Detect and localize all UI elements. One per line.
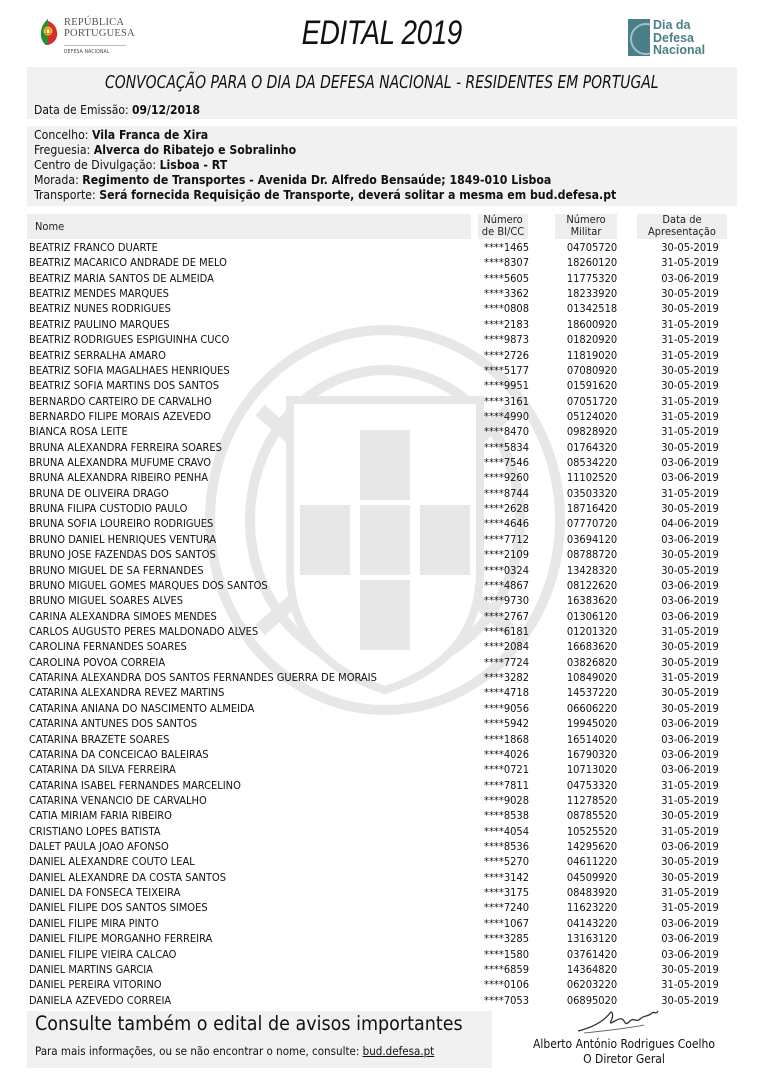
data-apresentacao-cell: 03-06-2019 xyxy=(661,609,719,623)
numero-militar-cell: 08788720 xyxy=(566,548,618,562)
table-row xyxy=(27,378,737,393)
bi-cc-cell: ****3362 xyxy=(484,287,529,301)
name-cell: BEATRIZ PAULINO MARQUES xyxy=(29,317,170,331)
name-cell: BRUNO MIGUEL GOMES MARQUES DOS SANTOS xyxy=(29,578,268,592)
table-row xyxy=(27,363,737,378)
table-row xyxy=(27,593,737,608)
table-row xyxy=(27,931,737,946)
table-row xyxy=(27,839,737,854)
table-row xyxy=(27,609,737,624)
dia-da-defesa-nacional-text: Dia da Defesa Nacional xyxy=(653,18,706,57)
data-apresentacao-cell: 31-05-2019 xyxy=(661,486,719,500)
data-apresentacao-cell: 30-05-2019 xyxy=(661,655,719,669)
numero-militar-cell: 13163120 xyxy=(566,932,618,946)
data-apresentacao-cell: 31-05-2019 xyxy=(661,317,719,331)
morada-value: Regimento de Transportes - Avenida Dr. Alfredo Bensaúde; 1849-010 Lisboa xyxy=(82,173,552,187)
numero-militar-cell: 04509920 xyxy=(566,870,618,884)
numero-militar-cell: 08483920 xyxy=(566,886,618,900)
name-cell: CATARINA BRAZETE SOARES xyxy=(29,732,170,746)
name-cell: CATARINA DA SILVA FERREIRA xyxy=(29,763,176,777)
numero-militar-cell: 01764320 xyxy=(566,440,618,454)
name-cell: CATARINA ALEXANDRA REVEZ MARTINS xyxy=(29,686,225,700)
data-apresentacao-cell: 31-05-2019 xyxy=(661,793,719,807)
table-row xyxy=(27,701,737,716)
numero-militar-cell: 01820920 xyxy=(566,333,618,347)
bud-defesa-link[interactable]: bud.defesa.pt xyxy=(362,1044,435,1058)
table-row xyxy=(27,870,737,885)
numero-militar-cell: 14537220 xyxy=(566,686,618,700)
name-cell: CATARINA DA CONCEICAO BALEIRAS xyxy=(29,747,209,761)
bi-cc-cell: ****7546 xyxy=(484,456,529,470)
bi-cc-cell: ****2183 xyxy=(484,317,529,331)
data-apresentacao-cell: 30-05-2019 xyxy=(661,701,719,715)
name-cell: BRUNO MIGUEL DE SA FERNANDES xyxy=(29,563,204,577)
name-cell: CATIA MIRIAM FARIA RIBEIRO xyxy=(29,809,172,823)
table-row xyxy=(27,670,737,685)
data-apresentacao-cell: 03-06-2019 xyxy=(661,932,719,946)
data-apresentacao-cell: 31-05-2019 xyxy=(661,333,719,347)
emission-date-label: Data de Emissão: xyxy=(34,103,129,117)
table-row xyxy=(27,255,737,270)
table-row xyxy=(27,394,737,409)
table-row xyxy=(27,516,737,531)
name-cell: BERNARDO CARTEIRO DE CARVALHO xyxy=(29,394,212,408)
data-apresentacao-cell: 31-05-2019 xyxy=(661,409,719,423)
table-row xyxy=(27,501,737,516)
numero-militar-cell: 03761420 xyxy=(566,947,618,961)
document-subtitle: CONVOCAÇÃO PARA O DIA DA DEFESA NACIONAL - RESIDENTES EM PORTUGAL xyxy=(105,72,659,93)
name-cell: BEATRIZ MARIA SANTOS DE ALMEIDA xyxy=(29,271,214,285)
data-apresentacao-cell: 30-05-2019 xyxy=(661,870,719,884)
name-cell: BRUNA ALEXANDRA FERREIRA SOARES xyxy=(29,440,222,454)
bi-cc-cell: ****2628 xyxy=(484,502,529,516)
emission-date-line xyxy=(34,103,200,117)
name-cell: BEATRIZ MENDES MARQUES xyxy=(29,287,169,301)
data-apresentacao-cell: 03-06-2019 xyxy=(661,532,719,546)
data-apresentacao-cell: 30-05-2019 xyxy=(661,993,719,1007)
data-apresentacao-cell: 03-06-2019 xyxy=(661,578,719,592)
name-cell: CATARINA ISABEL FERNANDES MARCELINO xyxy=(29,778,241,792)
bi-cc-cell: ****1067 xyxy=(484,916,529,930)
bi-cc-cell: ****0808 xyxy=(484,302,529,316)
bi-cc-cell: ****5605 xyxy=(484,271,529,285)
table-row xyxy=(27,747,737,762)
numero-militar-cell: 01591620 xyxy=(566,379,618,393)
data-apresentacao-cell: 30-05-2019 xyxy=(661,241,719,254)
table-row xyxy=(27,317,737,332)
table-row xyxy=(27,977,737,992)
data-apresentacao-cell: 31-05-2019 xyxy=(661,624,719,638)
bi-cc-cell: ****4990 xyxy=(484,409,529,423)
numero-militar-cell: 04753320 xyxy=(566,778,618,792)
bi-cc-cell: ****2109 xyxy=(484,548,529,562)
bi-cc-cell: ****1580 xyxy=(484,947,529,961)
data-apresentacao-cell: 30-05-2019 xyxy=(661,548,719,562)
concelho-value: Vila Franca de Xira xyxy=(91,128,209,142)
bi-cc-cell: ****4054 xyxy=(484,824,529,838)
bi-cc-cell: ****8470 xyxy=(484,425,529,439)
name-cell: BRUNA ALEXANDRA RIBEIRO PENHA xyxy=(29,471,209,485)
table-row xyxy=(27,962,737,977)
table-row xyxy=(27,947,737,962)
table-row xyxy=(27,424,737,439)
data-apresentacao-cell: 30-05-2019 xyxy=(661,502,719,516)
data-apresentacao-cell: 03-06-2019 xyxy=(661,840,719,854)
data-apresentacao-cell: 03-06-2019 xyxy=(661,916,719,930)
name-cell: BEATRIZ FRANCO DUARTE xyxy=(29,241,158,254)
data-apresentacao-cell: 04-06-2019 xyxy=(661,517,719,531)
name-cell: BRUNO MIGUEL SOARES ALVES xyxy=(29,594,184,608)
data-apresentacao-cell: 30-05-2019 xyxy=(661,563,719,577)
bi-cc-cell: ****3142 xyxy=(484,870,529,884)
data-apresentacao-cell: 30-05-2019 xyxy=(661,640,719,654)
bi-cc-cell: ****9260 xyxy=(484,471,529,485)
numero-militar-cell: 05124020 xyxy=(566,409,618,423)
table-row xyxy=(27,532,737,547)
numero-militar-cell: 04143220 xyxy=(566,916,618,930)
bi-cc-cell: ****5270 xyxy=(484,855,529,869)
freguesia-line: Freguesia: Alverca do Ribatejo e Sobralinho xyxy=(34,143,297,157)
table-row xyxy=(27,470,737,485)
bi-cc-cell: ****2084 xyxy=(484,640,529,654)
numero-militar-cell: 08785520 xyxy=(566,809,618,823)
bi-cc-cell: ****9873 xyxy=(484,333,529,347)
data-apresentacao-cell: 03-06-2019 xyxy=(661,763,719,777)
table-row xyxy=(27,409,737,424)
table-row xyxy=(27,655,737,670)
data-apresentacao-cell: 03-06-2019 xyxy=(661,732,719,746)
centro-divulgacao-line: Centro de Divulgação: Lisboa - RT xyxy=(34,158,228,172)
location-info-panel xyxy=(27,126,737,206)
numero-militar-cell: 14295620 xyxy=(566,840,618,854)
bi-cc-cell: ****8536 xyxy=(484,840,529,854)
name-cell: BEATRIZ SOFIA MAGALHAES HENRIQUES xyxy=(29,363,230,377)
numero-militar-cell: 03826820 xyxy=(566,655,618,669)
bi-cc-cell: ****7053 xyxy=(484,993,529,1007)
numero-militar-cell: 09828920 xyxy=(566,425,618,439)
name-cell: DANIEL DA FONSECA TEIXEIRA xyxy=(29,886,181,900)
bi-cc-cell: ****9730 xyxy=(484,594,529,608)
table-row xyxy=(27,348,737,363)
bi-cc-cell: ****3285 xyxy=(484,932,529,946)
numero-militar-cell: 19945020 xyxy=(566,717,618,731)
bi-cc-cell: ****7240 xyxy=(484,901,529,915)
numero-militar-cell: 07080920 xyxy=(566,363,618,377)
bi-cc-cell: ****1465 xyxy=(484,241,529,254)
name-cell: DANIELA AZEVEDO CORREIA xyxy=(29,993,172,1007)
name-cell: CAROLINA POVOA CORREIA xyxy=(29,655,166,669)
table-row xyxy=(27,639,737,654)
table-row xyxy=(27,993,737,1008)
column-header-numero-militar: Número Militar xyxy=(555,214,617,239)
numero-militar-cell: 08122620 xyxy=(566,578,618,592)
bi-cc-cell: ****5942 xyxy=(484,717,529,731)
name-cell: BRUNA DE OLIVEIRA DRAGO xyxy=(29,486,169,500)
data-apresentacao-cell: 31-05-2019 xyxy=(661,256,719,270)
bi-cc-cell: ****6181 xyxy=(484,624,529,638)
footer-panel xyxy=(27,1011,492,1068)
name-cell: CATARINA VENANCIO DE CARVALHO xyxy=(29,793,207,807)
data-apresentacao-cell: 03-06-2019 xyxy=(661,747,719,761)
page-title: EDITAL 2019 xyxy=(301,14,462,52)
bi-cc-cell: ****0721 xyxy=(484,763,529,777)
name-cell: DANIEL ALEXANDRE COUTO LEAL xyxy=(29,855,195,869)
table-row xyxy=(27,440,737,455)
name-cell: BEATRIZ SOFIA MARTINS DOS SANTOS xyxy=(29,379,220,393)
name-cell: BRUNO JOSE FAZENDAS DOS SANTOS xyxy=(29,548,216,562)
name-cell: DANIEL PEREIRA VITORINO xyxy=(29,978,162,992)
table-row xyxy=(27,455,737,470)
name-cell: BIANCA ROSA LEITE xyxy=(29,425,128,439)
bi-cc-cell: ****7811 xyxy=(484,778,529,792)
data-apresentacao-cell: 30-05-2019 xyxy=(661,379,719,393)
concelho-line: Concelho: Vila Franca de Xira xyxy=(34,128,209,142)
table-row xyxy=(27,762,737,777)
data-apresentacao-cell: 30-05-2019 xyxy=(661,855,719,869)
numero-militar-cell: 10713020 xyxy=(566,763,618,777)
table-row xyxy=(27,271,737,286)
heading-panel xyxy=(27,67,737,119)
numero-militar-cell: 06203220 xyxy=(566,978,618,992)
name-cell: BRUNA SOFIA LOUREIRO RODRIGUES xyxy=(29,517,214,531)
data-apresentacao-cell: 31-05-2019 xyxy=(661,394,719,408)
name-cell: DANIEL FILIPE DOS SANTOS SIMOES xyxy=(29,901,208,915)
bi-cc-cell: ****7712 xyxy=(484,532,529,546)
republica-portuguesa-text: REPÚBLICA PORTUGUESA xyxy=(64,17,135,39)
table-row xyxy=(27,624,737,639)
numero-militar-cell: 11102520 xyxy=(566,471,618,485)
numero-militar-cell: 04611220 xyxy=(566,855,618,869)
transporte-line: Transporte: Será fornecida Requisição de Transporte, deverá solitar a mesma em bud.defesa.pt xyxy=(34,188,617,202)
bi-cc-cell: ****8307 xyxy=(484,256,529,270)
bi-cc-cell: ****4646 xyxy=(484,517,529,531)
table-row xyxy=(27,563,737,578)
data-apresentacao-cell: 30-05-2019 xyxy=(661,686,719,700)
table-row xyxy=(27,916,737,931)
column-header-bi-cc: Número de BI/CC xyxy=(478,214,528,239)
numero-militar-cell: 16514020 xyxy=(566,732,618,746)
numero-militar-cell: 18260120 xyxy=(566,256,618,270)
bi-cc-cell: ****9951 xyxy=(484,379,529,393)
bi-cc-cell: ****1868 xyxy=(484,732,529,746)
numero-militar-cell: 18716420 xyxy=(566,502,618,516)
bi-cc-cell: ****2767 xyxy=(484,609,529,623)
signature-icon xyxy=(574,1007,664,1037)
numero-militar-cell: 06606220 xyxy=(566,701,618,715)
bi-cc-cell: ****3175 xyxy=(484,886,529,900)
data-apresentacao-cell: 30-05-2019 xyxy=(661,962,719,976)
signer-role: O Diretor Geral xyxy=(583,1052,665,1066)
data-apresentacao-cell: 31-05-2019 xyxy=(661,886,719,900)
data-apresentacao-cell: 30-05-2019 xyxy=(661,302,719,316)
numero-militar-cell: 07051720 xyxy=(566,394,618,408)
bi-cc-cell: ****4718 xyxy=(484,686,529,700)
data-apresentacao-cell: 03-06-2019 xyxy=(661,271,719,285)
name-cell: BRUNA FILIPA CUSTODIO PAULO xyxy=(29,502,188,516)
table-row xyxy=(27,778,737,793)
bi-cc-cell: ****8744 xyxy=(484,486,529,500)
data-apresentacao-cell: 31-05-2019 xyxy=(661,778,719,792)
numero-militar-cell: 01306120 xyxy=(566,609,618,623)
table-row xyxy=(27,854,737,869)
dia-da-defesa-nacional-logo xyxy=(628,19,722,57)
name-cell: BRUNO DANIEL HENRIQUES VENTURA xyxy=(29,532,217,546)
bi-cc-cell: ****6859 xyxy=(484,962,529,976)
numero-militar-cell: 16683620 xyxy=(566,640,618,654)
name-cell: BEATRIZ NUNES RODRIGUES xyxy=(29,302,171,316)
bi-cc-cell: ****9028 xyxy=(484,793,529,807)
numero-militar-cell: 06895020 xyxy=(566,993,618,1007)
name-cell: DANIEL FILIPE MIRA PINTO xyxy=(29,916,159,930)
bi-cc-cell: ****0106 xyxy=(484,978,529,992)
transporte-value: Será fornecida Requisição de Transporte, deverá solitar a mesma em bud.defesa.pt xyxy=(99,188,617,202)
table-row xyxy=(27,240,737,255)
freguesia-value: Alverca do Ribatejo e Sobralinho xyxy=(93,143,297,157)
data-apresentacao-cell: 30-05-2019 xyxy=(661,809,719,823)
footer-info: Para mais informações, ou se não encontrar o nome, consulte: bud.defesa.pt xyxy=(35,1044,435,1058)
numero-militar-cell: 13428320 xyxy=(566,563,618,577)
numero-militar-cell: 10525520 xyxy=(566,824,618,838)
bi-cc-cell: ****4867 xyxy=(484,578,529,592)
name-cell: CARINA ALEXANDRA SIMOES MENDES xyxy=(29,609,217,623)
table-row xyxy=(27,685,737,700)
bi-cc-cell: ****2726 xyxy=(484,348,529,362)
morada-line: Morada: Regimento de Transportes - Avenida Dr. Alfredo Bensaúde; 1849-010 Lisboa xyxy=(34,173,552,187)
name-cell: CATARINA ANIANA DO NASCIMENTO ALMEIDA xyxy=(29,701,255,715)
numero-militar-cell: 01342518 xyxy=(566,302,618,316)
data-apresentacao-cell: 31-05-2019 xyxy=(661,824,719,838)
table-row xyxy=(27,716,737,731)
column-header-name: Nome xyxy=(27,214,471,239)
name-cell: CATARINA ANTUNES DOS SANTOS xyxy=(29,717,198,731)
table-row xyxy=(27,286,737,301)
data-apresentacao-cell: 31-05-2019 xyxy=(661,425,719,439)
data-apresentacao-cell: 03-06-2019 xyxy=(661,594,719,608)
name-cell: BEATRIZ RODRIGUES ESPIGUINHA CUCO xyxy=(29,333,230,347)
numero-militar-cell: 14364820 xyxy=(566,962,618,976)
data-apresentacao-cell: 03-06-2019 xyxy=(661,717,719,731)
numero-militar-cell: 11775320 xyxy=(566,271,618,285)
emission-date-value: 09/12/2018 xyxy=(132,103,200,117)
table-row xyxy=(27,301,737,316)
data-apresentacao-cell: 30-05-2019 xyxy=(661,363,719,377)
name-cell: DALET PAULA JOAO AFONSO xyxy=(29,840,169,854)
bi-cc-cell: ****8538 xyxy=(484,809,529,823)
table-row xyxy=(27,885,737,900)
name-cell: BRUNA ALEXANDRA MUFUME CRAVO xyxy=(29,456,212,470)
numero-militar-cell: 18233920 xyxy=(566,287,618,301)
bi-cc-cell: ****5834 xyxy=(484,440,529,454)
name-cell: DANIEL ALEXANDRE DA COSTA SANTOS xyxy=(29,870,226,884)
signer-name: Alberto António Rodrigues Coelho xyxy=(532,1037,715,1051)
data-apresentacao-cell: 03-06-2019 xyxy=(661,471,719,485)
table-row xyxy=(27,486,737,501)
armillary-sphere-icon xyxy=(628,19,650,56)
data-apresentacao-cell: 31-05-2019 xyxy=(661,978,719,992)
numero-militar-cell: 03694120 xyxy=(566,532,618,546)
data-apresentacao-cell: 30-05-2019 xyxy=(661,440,719,454)
table-row xyxy=(27,824,737,839)
numero-militar-cell: 04705720 xyxy=(566,241,618,254)
data-apresentacao-cell: 31-05-2019 xyxy=(661,671,719,685)
table-row xyxy=(27,900,737,915)
name-cell: BEATRIZ SERRALHA AMARO xyxy=(29,348,166,362)
bi-cc-cell: ****3161 xyxy=(484,394,529,408)
data-apresentacao-cell: 31-05-2019 xyxy=(661,348,719,362)
name-cell: CAROLINA FERNANDES SOARES xyxy=(29,640,187,654)
name-cell: CARLOS AUGUSTO PERES MALDONADO ALVES xyxy=(29,624,259,638)
numero-militar-cell: 08534220 xyxy=(566,456,618,470)
bi-cc-cell: ****7724 xyxy=(484,655,529,669)
bi-cc-cell: ****3282 xyxy=(484,671,529,685)
numero-militar-cell: 16383620 xyxy=(566,594,618,608)
name-cell: DANIEL FILIPE MORGANHO FERREIRA xyxy=(29,932,213,946)
numero-militar-cell: 11623220 xyxy=(566,901,618,915)
table-row xyxy=(27,732,737,747)
bi-cc-cell: ****0324 xyxy=(484,563,529,577)
numero-militar-cell: 18600920 xyxy=(566,317,618,331)
numero-militar-cell: 03503320 xyxy=(566,486,618,500)
numero-militar-cell: 10849020 xyxy=(566,671,618,685)
numero-militar-cell: 16790320 xyxy=(566,747,618,761)
footer-title: Consulte também o edital de avisos importantes xyxy=(35,1012,463,1035)
name-cell: CATARINA ALEXANDRA DOS SANTOS FERNANDES GUERRA DE MORAIS xyxy=(29,671,377,685)
table-row xyxy=(27,547,737,562)
numero-militar-cell: 07770720 xyxy=(566,517,618,531)
bi-cc-cell: ****5177 xyxy=(484,363,529,377)
defesa-nacional-text: DEFESA NACIONAL xyxy=(64,45,126,55)
centro-value: Lisboa - RT xyxy=(159,158,228,172)
table-row xyxy=(27,332,737,347)
name-cell: BEATRIZ MACARICO ANDRADE DE MELO xyxy=(29,256,227,270)
column-header-data-apresentacao: Data de Apresentação xyxy=(637,214,727,239)
data-apresentacao-cell: 03-06-2019 xyxy=(661,456,719,470)
name-cell: BERNARDO FILIPE MORAIS AZEVEDO xyxy=(29,409,212,423)
name-cell: DANIEL FILIPE VIEIRA CALCAO xyxy=(29,947,177,961)
name-cell: DANIEL MARTINS GARCIA xyxy=(29,962,153,976)
numero-militar-cell: 11819020 xyxy=(566,348,618,362)
bi-cc-cell: ****4026 xyxy=(484,747,529,761)
name-cell: CRISTIANO LOPES BATISTA xyxy=(29,824,161,838)
numero-militar-cell: 11278520 xyxy=(566,793,618,807)
table-row xyxy=(27,808,737,823)
convocados-table-body xyxy=(27,240,737,1008)
table-row xyxy=(27,793,737,808)
bi-cc-cell: ****9056 xyxy=(484,701,529,715)
data-apresentacao-cell: 03-06-2019 xyxy=(661,947,719,961)
data-apresentacao-cell: 31-05-2019 xyxy=(661,901,719,915)
table-row xyxy=(27,578,737,593)
numero-militar-cell: 01201320 xyxy=(566,624,618,638)
data-apresentacao-cell: 30-05-2019 xyxy=(661,287,719,301)
